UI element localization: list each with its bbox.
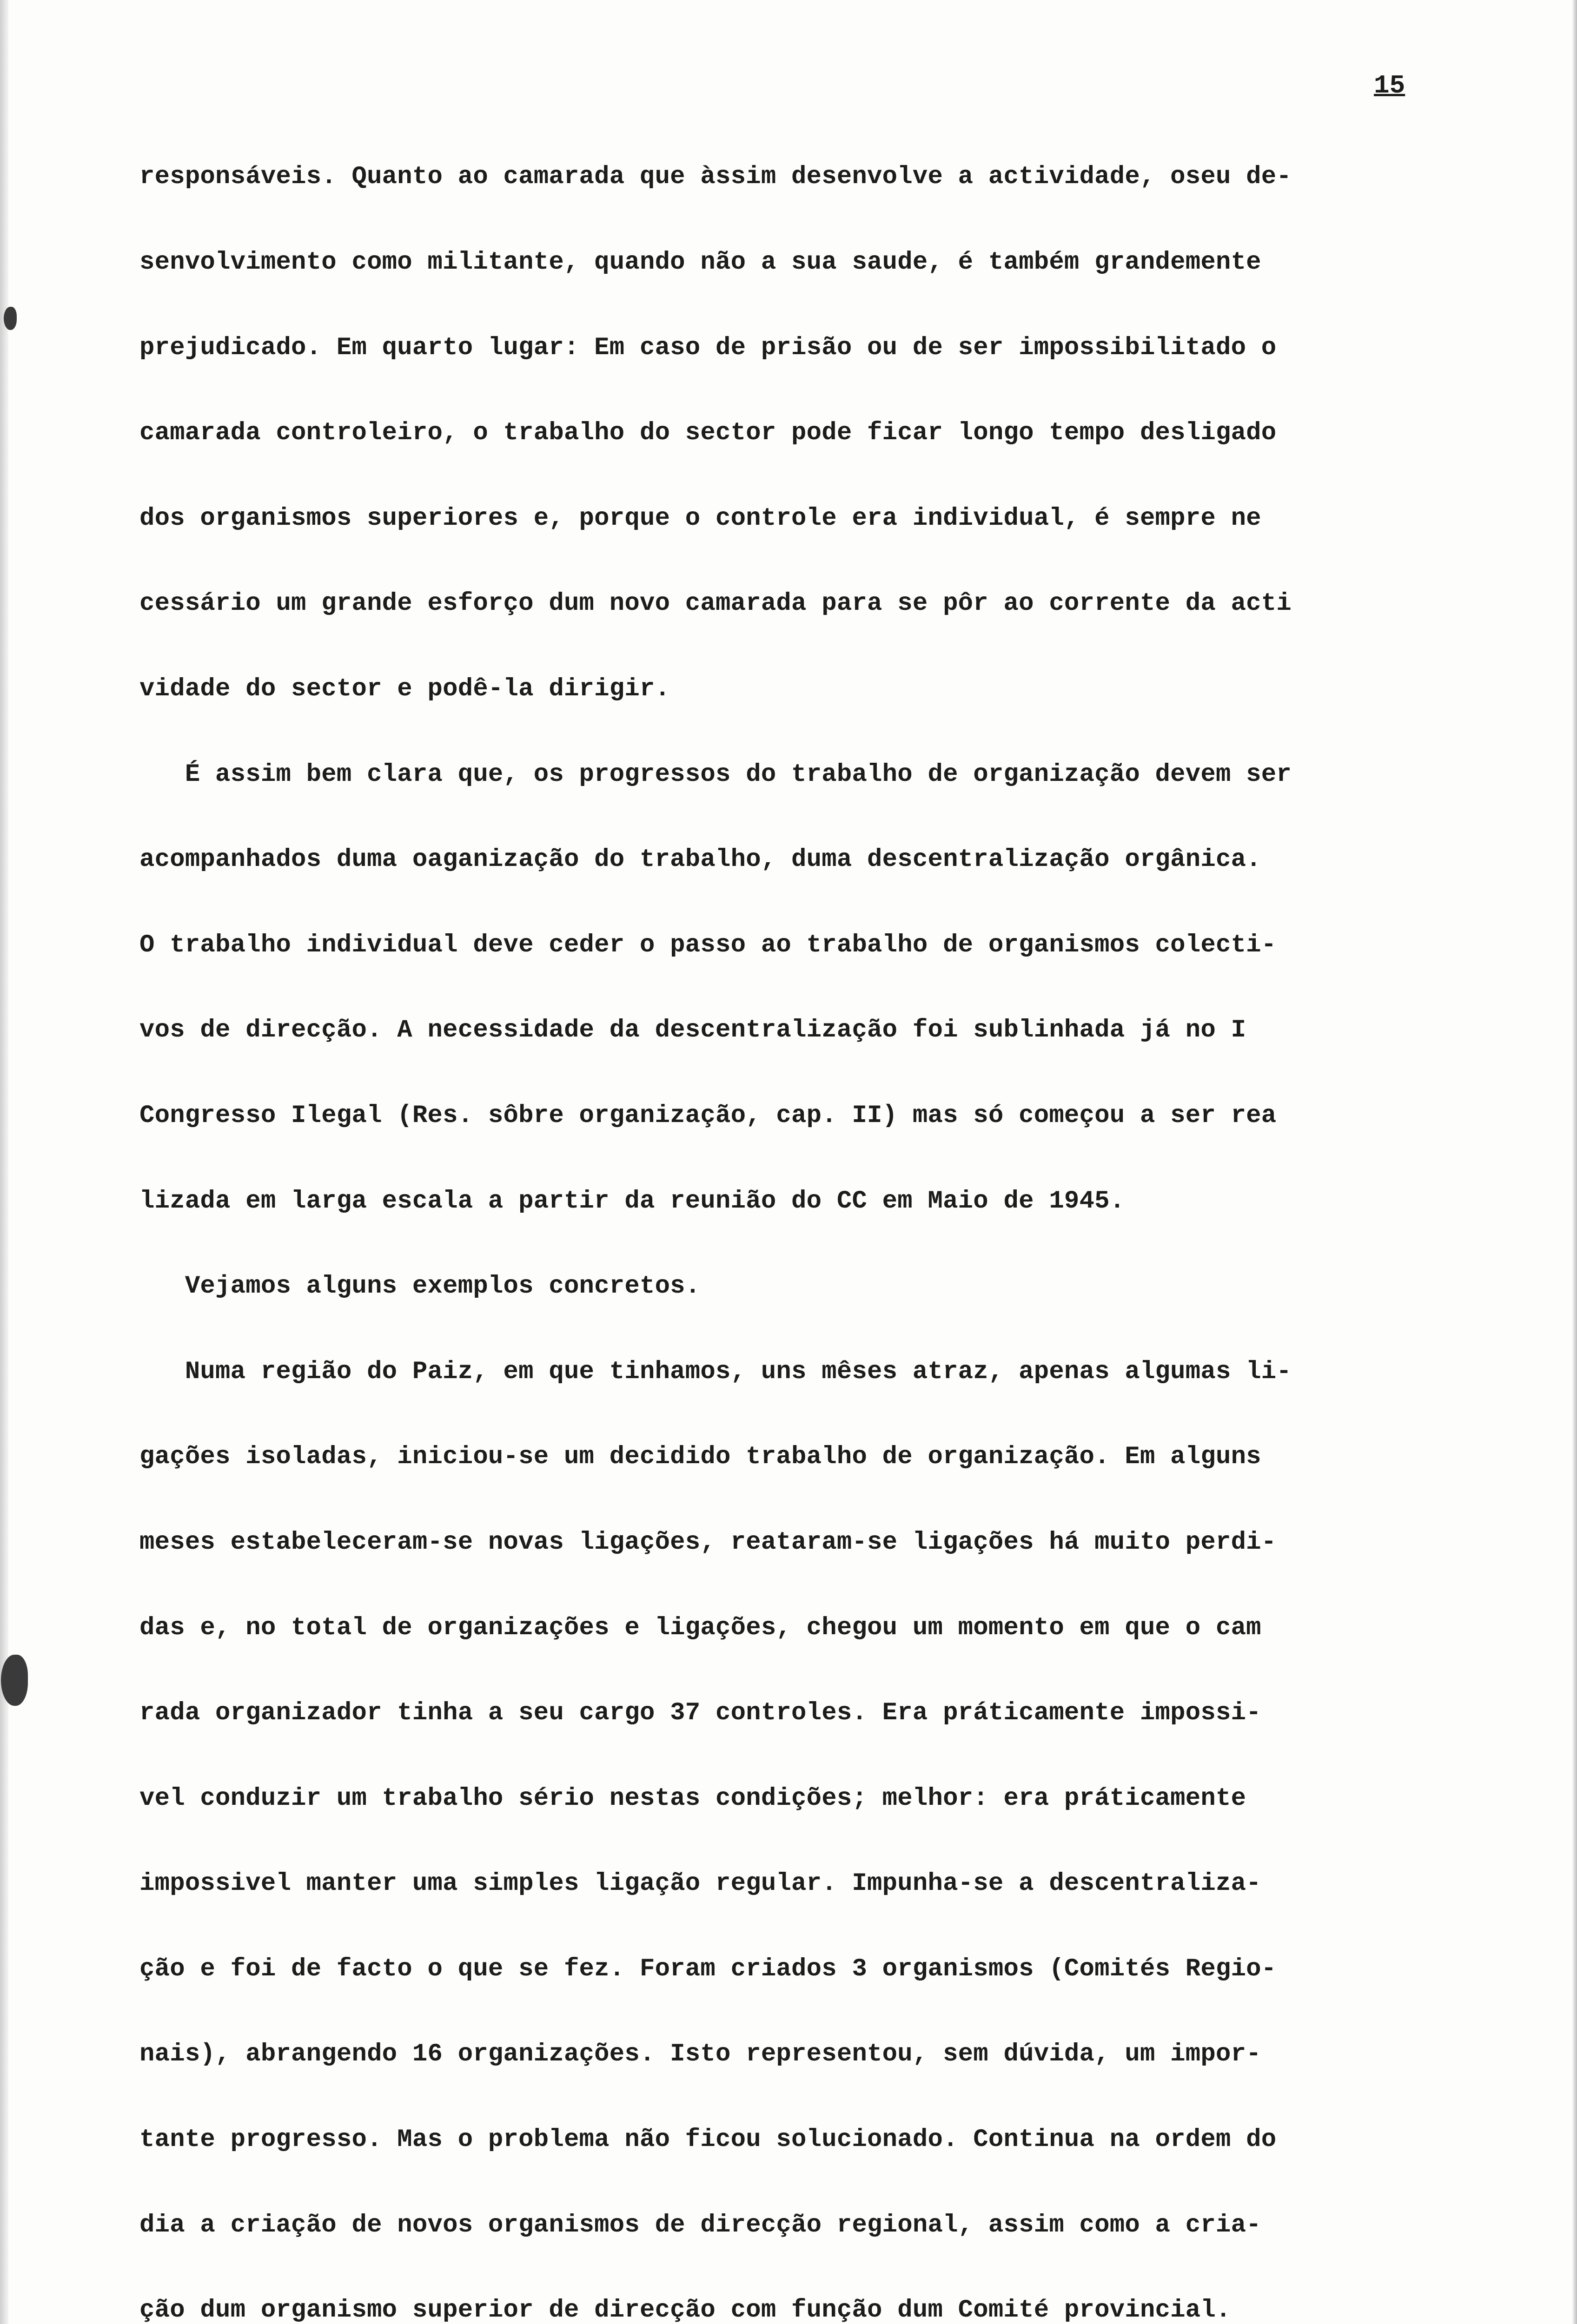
- text-line: dia a criação de novos organismos de direcção regional, assim como a cria-: [139, 2211, 1261, 2239]
- text-line: prejudicado. Em quarto lugar: Em caso de prisão ou de ser impossibilitado o: [139, 333, 1277, 362]
- text-line: nais), abrangendo 16 organizações. Isto representou, sem dúvida, um impor-: [139, 2040, 1261, 2069]
- text-line: senvolvimento como militante, quando não a sua saude, é também grandemente: [139, 248, 1261, 277]
- text-line: ção e foi de facto o que se fez. Foram criados 3 organismos (Comités Regio-: [139, 1954, 1277, 1983]
- text-line: das e, no total de organizações e ligações, chegou um momento em que o cam: [139, 1613, 1261, 1642]
- text-line: lizada em larga escala a partir da reunião do CC em Maio de 1945.: [139, 1187, 1125, 1215]
- text-line: vel conduzir um trabalho sério nestas condições; melhor: era práticamente: [139, 1784, 1246, 1813]
- text-line: tante progresso. Mas o problema não ficou solucionado. Continua na ordem do: [139, 2126, 1277, 2154]
- punch-hole-mark: [1, 1655, 28, 1706]
- text-line: dos organismos superiores e, porque o controle era individual, é sempre ne: [139, 504, 1261, 533]
- text-line: acompanhados duma oaganização do trabalho, duma descentralização orgânica.: [139, 845, 1261, 874]
- text-line: impossivel manter uma simples ligação regular. Impunha-se a descentraliza-: [139, 1869, 1261, 1898]
- text-line: camarada controleiro, o trabalho do sector pode ficar longo tempo desligado: [139, 419, 1277, 448]
- text-line: gações isoladas, iniciou-se um decidido trabalho de organização. Em alguns: [139, 1443, 1261, 1472]
- text-line: rada organizador tinha a seu cargo 37 controles. Era práticamente impossi-: [139, 1699, 1261, 1728]
- text-line: Congresso Ilegal (Res. sôbre organização, cap. II) mas só começou a ser rea: [139, 1101, 1277, 1130]
- paper-edge-left: [0, 0, 8, 2324]
- text-line: O trabalho individual deve ceder o passo ao trabalho de organismos colecti-: [139, 931, 1277, 959]
- text-line: ção dum organismo superior de direcção com função dum Comité provincial.: [139, 2296, 1231, 2324]
- page-number: 15: [1374, 71, 1405, 100]
- text-line: É assim bem clara que, os progressos do trabalho de organização devem ser: [139, 760, 1292, 789]
- text-line: responsáveis. Quanto ao camarada que àssim desenvolve a actividade, oseu de-: [139, 163, 1292, 191]
- text-line: vos de direcção. A necessidade da descentralização foi sublinhada já no I: [139, 1016, 1246, 1045]
- text-line: vidade do sector e podê-la dirigir.: [139, 674, 670, 703]
- text-line: cessário um grande esforço dum novo camarada para se pôr ao corrente da acti: [139, 589, 1292, 618]
- punch-hole-mark: [4, 307, 17, 330]
- text-line: meses estabeleceram-se novas ligações, reataram-se ligações há muito perdi-: [139, 1528, 1277, 1557]
- body-text: [139, 106, 1577, 2324]
- text-line: Numa região do Paiz, em que tinhamos, uns mêses atraz, apenas algumas li-: [139, 1357, 1292, 1386]
- text-line: Vejamos alguns exemplos concretos.: [139, 1272, 701, 1301]
